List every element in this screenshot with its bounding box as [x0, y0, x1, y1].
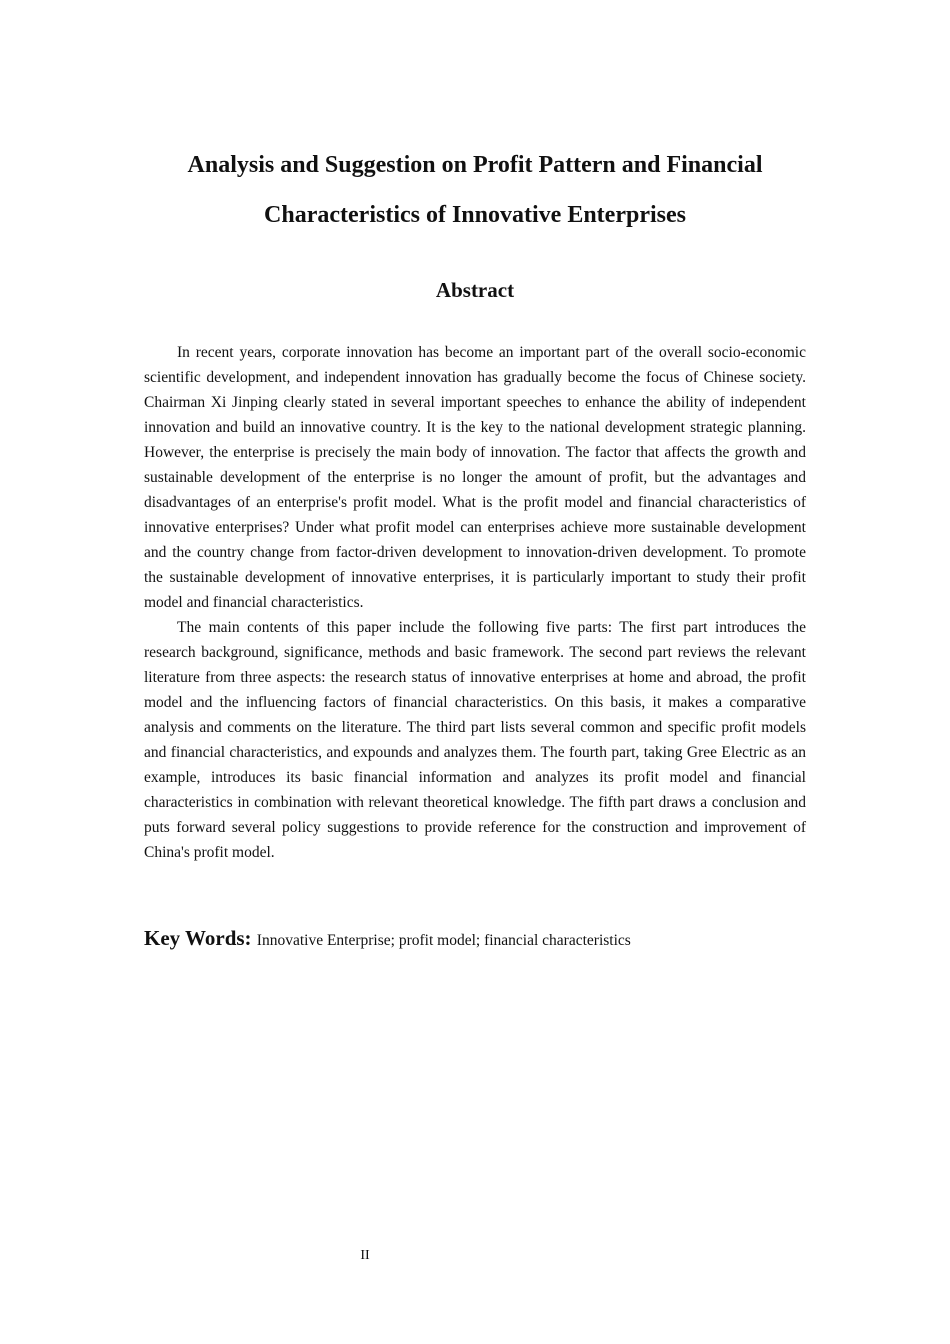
abstract-heading: Abstract — [435, 278, 515, 302]
paper-title-line-1: Analysis and Suggestion on Profit Pattern and Financial — [187, 152, 763, 178]
keywords — [144, 922, 806, 957]
abstract-body — [144, 340, 806, 865]
abstract-paragraph-2: The main contents of this paper include the following five parts: The first part introduces the research background, significance, methods and basic framework. The second part reviews the relevant literature from three aspects: the research status of innovative enterprises at home and abroad, the profit model and the influencing factors of financial characteristics. On this basis, it makes a comparative analysis and comments on the literature. The third part lists several common and specific profit models and financial characteristics, and expounds and analyzes them. The fourth part, taking Gree Electric as an example, introduces its basic financial information and analyzes its profit model and financial characteristics in combination with relevant theoretical knowledge. The fifth part draws a conclusion and puts forward several policy suggestions to provide reference for the construction and improvement of China's profit model. — [144, 619, 806, 861]
paper-title-line-2: Characteristics of Innovative Enterprises — [264, 202, 686, 228]
abstract-paragraph-1: In recent years, corporate innovation has become an important part of the overall socio-economic scientific development, and independent innovation has gradually become the focus of Chinese society. Chairman Xi Jinping clearly stated in several important speeches to enhance the ability of independent innovation and build an innovative country. It is the key to the national development strategic planning. However, the enterprise is precisely the main body of innovation. The factor that affects the growth and sustainable development of the enterprise is no longer the amount of profit, but the advantages and disadvantages of an enterprise's profit model. What is the profit model and financial characteristics of innovative enterprises? Under what profit model can enterprises achieve more sustainable development and the country change from factor-driven development to innovation-driven development. To promote the sustainable development of innovative enterprises, it is particularly important to study their profit model and financial characteristics. — [144, 344, 806, 611]
page-number: II — [360, 1248, 370, 1263]
keywords-label: Key Words: — [144, 926, 257, 950]
paper-title — [100, 140, 850, 240]
keywords-text: Innovative Enterprise; profit model; financial characteristics — [256, 932, 631, 949]
